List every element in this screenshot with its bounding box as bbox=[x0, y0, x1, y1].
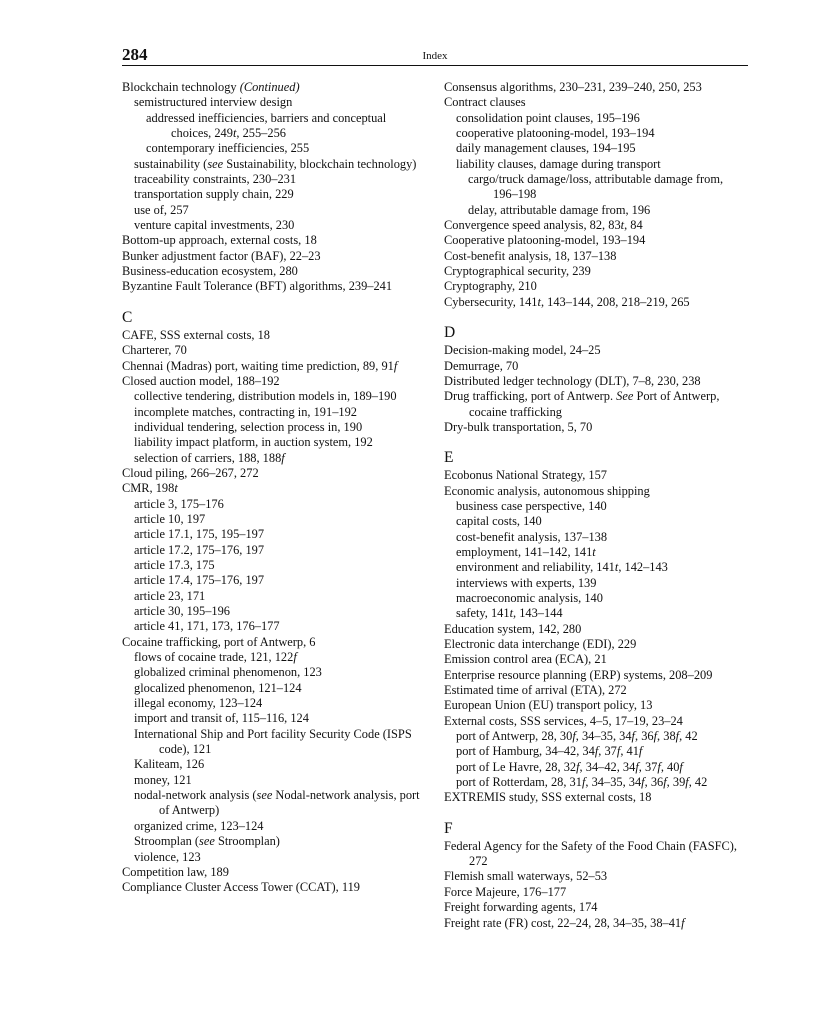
index-entry: Competition law, 189 bbox=[122, 864, 229, 879]
index-entry: Force Majeure, 176–177 bbox=[444, 884, 567, 899]
index-subentry: interviews with experts, 139 bbox=[456, 575, 597, 590]
index-entry: Decision-making model, 24–25 bbox=[444, 343, 601, 358]
index-subentry: article 30, 195–196 bbox=[134, 604, 231, 618]
index-entry: External costs, SSS services, 4–5, 17–19, 23–24 bbox=[444, 713, 683, 728]
index-column-right bbox=[444, 80, 750, 931]
index-subentry: daily management clauses, 194–195 bbox=[456, 141, 636, 156]
index-entry: Closed auction model, 188–192 bbox=[122, 373, 280, 388]
index-entry: Emission control area (ECA), 21 bbox=[444, 652, 607, 667]
index-entry: Cost-benefit analysis, 18, 137–138 bbox=[444, 248, 617, 263]
index-entry: Chennai (Madras) port, waiting time prediction, 89, 91f bbox=[122, 358, 398, 373]
index-entry: Blockchain technology (Continued) bbox=[122, 80, 300, 94]
index-entry: Cloud piling, 266–267, 272 bbox=[122, 465, 259, 480]
index-entry: Consensus algorithms, 230–231, 239–240, 250, 253 bbox=[444, 80, 702, 94]
index-subentry: capital costs, 140 bbox=[456, 514, 542, 529]
index-entry: Dry-bulk transportation, 5, 70 bbox=[444, 419, 593, 434]
index-entry: European Union (EU) transport policy, 13 bbox=[444, 698, 653, 713]
index-subentry: port of Hamburg, 34–42, 34f, 37f, 41f bbox=[456, 744, 643, 759]
index-entry: Ecobonus National Strategy, 157 bbox=[444, 468, 607, 483]
index-column-left bbox=[122, 80, 428, 896]
index-subentry: semistructured interview design bbox=[134, 95, 293, 110]
section-letter: C bbox=[122, 308, 133, 326]
index-subentry: employment, 141–142, 141t bbox=[456, 544, 596, 559]
index-entry: Cybersecurity, 141t, 143–144, 208, 218–219, 265 bbox=[444, 294, 690, 309]
index-entry: Cryptographical security, 239 bbox=[444, 264, 591, 279]
section-letter: F bbox=[444, 819, 453, 837]
index-entry: CMR, 198t bbox=[122, 481, 178, 496]
index-entry: Contract clauses bbox=[444, 95, 526, 110]
index-entry: Demurrage, 70 bbox=[444, 358, 519, 373]
index-entry: CAFE, SSS external costs, 18 bbox=[122, 327, 271, 342]
index-entry: Bottom-up approach, external costs, 18 bbox=[122, 233, 317, 248]
index-subentry: article 17.3, 175 bbox=[134, 557, 215, 572]
index-subentry: import and transit of, 115–116, 124 bbox=[134, 711, 309, 726]
index-entry: Charterer, 70 bbox=[122, 343, 187, 358]
index-entry: Compliance Cluster Access Tower (CCAT), 119 bbox=[122, 880, 360, 895]
index-subentry: venture capital investments, 230 bbox=[134, 218, 295, 233]
index-subentry: business case perspective, 140 bbox=[456, 498, 607, 513]
index-subentry: cost-benefit analysis, 137–138 bbox=[456, 529, 608, 544]
index-subentry: delay, attributable damage from, 196 bbox=[468, 202, 651, 217]
index-entry: Cocaine trafficking, port of Antwerp, 6 bbox=[122, 634, 316, 649]
index-subentry: Stroomplan (see Stroomplan) bbox=[134, 834, 280, 849]
index-entry: Freight forwarding agents, 174 bbox=[444, 900, 598, 915]
index-subentry: organized crime, 123–124 bbox=[134, 818, 264, 833]
index-entry: Enterprise resource planning (ERP) systems, 208–209 bbox=[444, 667, 713, 682]
index-entry: Convergence speed analysis, 82, 83t, 84 bbox=[444, 218, 643, 233]
index-subentry: macroeconomic analysis, 140 bbox=[456, 590, 603, 605]
index-subentry: globalized criminal phenomenon, 123 bbox=[134, 665, 322, 680]
index-subentry: use of, 257 bbox=[134, 202, 189, 217]
index-subentry: flows of cocaine trade, 121, 122f bbox=[134, 650, 297, 665]
index-entry: Bunker adjustment factor (BAF), 22–23 bbox=[122, 248, 321, 263]
index-entry: EXTREMIS study, SSS external costs, 18 bbox=[444, 790, 652, 805]
section-letter: E bbox=[444, 449, 454, 467]
index-subentry: port of Antwerp, 28, 30f, 34–35, 34f, 36f, 38f, 42 bbox=[456, 729, 698, 744]
index-subentry: port of Le Havre, 28, 32f, 34–42, 34f, 37f, 40f bbox=[456, 759, 683, 774]
index-subentry: article 17.4, 175–176, 197 bbox=[134, 573, 265, 588]
index-subentry: collective tendering, distribution models in, 189–190 bbox=[134, 389, 397, 404]
index-entry: Flemish small waterways, 52–53 bbox=[444, 869, 608, 884]
index-subentry: transportation supply chain, 229 bbox=[134, 187, 294, 202]
index-subentry: Kaliteam, 126 bbox=[134, 757, 205, 772]
index-subentry: nodal-network analysis (see Nodal-network analysis, port of Antwerp) bbox=[134, 788, 420, 818]
index-subentry: article 17.2, 175–176, 197 bbox=[134, 542, 265, 557]
index-subentry: liability impact platform, in auction system, 192 bbox=[134, 435, 373, 450]
index-subentry: traceability constraints, 230–231 bbox=[134, 172, 297, 187]
index-subentry: individual tendering, selection process in, 190 bbox=[134, 419, 363, 434]
index-subentry: glocalized phenomenon, 121–124 bbox=[134, 680, 302, 695]
index-entry: Electronic data interchange (EDI), 229 bbox=[444, 637, 637, 651]
index-entry: Freight rate (FR) cost, 22–24, 28, 34–35, 38–41f bbox=[444, 915, 685, 930]
index-subentry: International Ship and Port facility Security Code (ISPS code), 121 bbox=[134, 726, 412, 757]
index-subentry: article 3, 175–176 bbox=[134, 496, 224, 511]
index-subentry: illegal economy, 123–124 bbox=[134, 696, 263, 711]
index-entry: Drug trafficking, port of Antwerp. See Port of Antwerp, cocaine trafficking bbox=[444, 389, 720, 419]
index-entry: Byzantine Fault Tolerance (BFT) algorithms, 239–241 bbox=[122, 279, 393, 294]
index-subentry: article 41, 171, 173, 176–177 bbox=[134, 619, 280, 634]
index-subentry: article 23, 171 bbox=[134, 588, 206, 603]
index-entry: Business-education ecosystem, 280 bbox=[122, 264, 298, 279]
index-subentry: article 10, 197 bbox=[134, 511, 206, 526]
index-subentry: violence, 123 bbox=[134, 849, 201, 864]
index-subentry: environment and reliability, 141t, 142–143 bbox=[456, 560, 668, 575]
index-entry: Estimated time of arrival (ETA), 272 bbox=[444, 683, 627, 698]
index-subentry: cooperative platooning-model, 193–194 bbox=[456, 126, 655, 141]
index-subentry: sustainability (see Sustainability, blockchain technology) bbox=[134, 156, 417, 171]
index-entry: Economic analysis, autonomous shipping bbox=[444, 483, 650, 498]
index-subentry: port of Rotterdam, 28, 31f, 34–35, 34f, 36f, 39f, 42 bbox=[456, 775, 708, 790]
section-letter: D bbox=[444, 324, 456, 342]
index-subentry: addressed inefficiencies, barriers and conceptual choices, 249t, 255–256 bbox=[146, 110, 387, 141]
index-entry: Distributed ledger technology (DLT), 7–8, 230, 238 bbox=[444, 373, 701, 388]
index-subentry: liability clauses, damage during transport bbox=[456, 156, 661, 171]
index-entry: Cooperative platooning-model, 193–194 bbox=[444, 233, 646, 248]
page-header bbox=[122, 46, 748, 66]
index-subentry: money, 121 bbox=[134, 772, 192, 787]
index-entry: Cryptography, 210 bbox=[444, 279, 537, 294]
running-title: Index bbox=[422, 50, 448, 62]
page-number: 284 bbox=[122, 45, 148, 64]
index-subentry: selection of carriers, 188, 188f bbox=[134, 450, 285, 465]
index-subentry: article 17.1, 175, 195–197 bbox=[134, 527, 265, 542]
index-subentry: consolidation point clauses, 195–196 bbox=[456, 110, 640, 125]
index-entry: Federal Agency for the Safety of the Food Chain (FASFC), 272 bbox=[444, 838, 737, 869]
index-subentry: contemporary inefficiencies, 255 bbox=[146, 141, 310, 156]
index-subentry: safety, 141t, 143–144 bbox=[456, 606, 563, 621]
index-entry: Education system, 142, 280 bbox=[444, 621, 582, 636]
index-subentry: incomplete matches, contracting in, 191–192 bbox=[134, 404, 357, 419]
index-subentry: cargo/truck damage/loss, attributable damage from, 196–198 bbox=[468, 172, 724, 202]
